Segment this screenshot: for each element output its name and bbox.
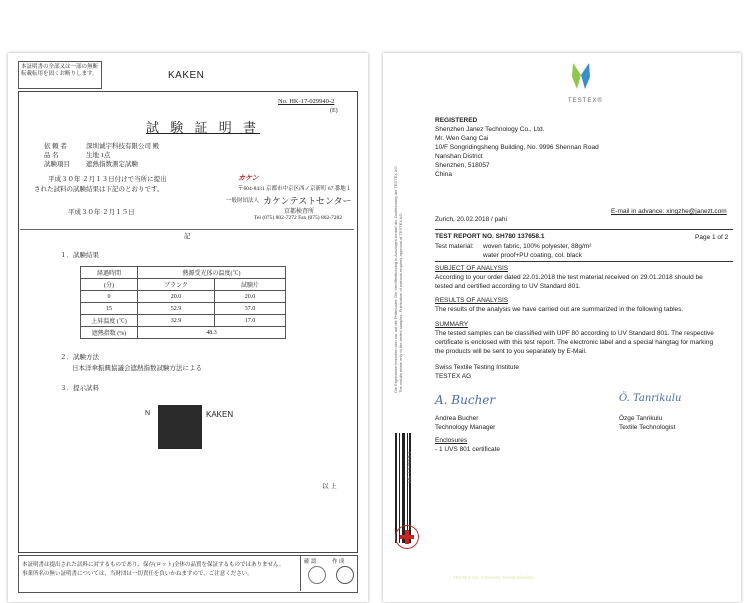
center-address: 〒604-8431 京都市中京区西ノ京新町 67 番地１ <box>238 186 352 192</box>
kaken-red-logo: カケン <box>238 174 259 182</box>
signer2-name: Özge Tanrikulu <box>619 415 663 422</box>
enclosures-heading: Enclosures <box>435 437 468 444</box>
fabric-sample-swatch <box>158 405 202 449</box>
summary-line-1: The tested samples can be classified with UPF 80 according to UV Standard 801. The respective <box>435 330 714 337</box>
side-disclaimer: Die Ergebnisse beziehen sich nur auf die Prüfmuster. Die Veröffentlichung in Auszügen bedarf der Zustimmung der TESTEX AG. The results relate only to the tested samples. Publication of extracts requires approval of TESTEX AG. <box>393 165 403 393</box>
record-mark: 記 <box>184 233 191 240</box>
signature-bucher: A. Bucher <box>435 393 496 407</box>
header-sample: 試験片 <box>215 279 286 291</box>
item-value: 生地 1点 <box>86 152 111 159</box>
index-value: 48.3 <box>138 327 286 339</box>
header-temperature: 熱源受光体の温度(℃) <box>138 267 286 279</box>
seal-stamp-2 <box>308 566 326 584</box>
address-line: Mr. Wen Gang Cai <box>435 135 489 142</box>
signer1-name: Andrea Bucher <box>435 415 479 422</box>
testex-logo-icon <box>569 59 593 98</box>
table-row: 上昇温度 (℃) 32.9 17.0 <box>81 315 286 327</box>
table-row-index <box>81 327 286 339</box>
method-detail: 日本洋傘振興協議会遮熱指数試験方法による <box>72 365 202 372</box>
enclosures-line: - 1 UVS 801 certificate <box>435 446 501 453</box>
stamp-confirm: 確 認 <box>304 559 317 565</box>
institute-line-1: Swiss Textile Testing Institute <box>435 364 519 371</box>
footer-note-1: 本証明書は提出された試料に対するものであり、保存(ロット)全体の品質を保証するものではありません。 <box>22 562 285 568</box>
document-number-suffix: (E) <box>330 108 338 114</box>
signer2-role: Textile Technologist <box>619 424 676 431</box>
barcode-label: HE 137658.1 <box>407 450 413 483</box>
header-unit: (分) <box>81 279 138 291</box>
intro-line-2: された試料の試験結果は下記のとおりです。 <box>34 186 164 193</box>
address-line: China <box>435 171 452 178</box>
footer-note-2: 事業所名の無い証明書については、当財団は一切責任を負いかねますので、ご注意ください。 <box>22 571 253 577</box>
subject-heading: SUBJECT OF ANALYSIS <box>435 265 509 272</box>
address-line: 10/F Songridingsheng Building, No. 9996 Shennan Road <box>435 144 599 151</box>
signer1-role: Technology Manager <box>435 424 496 431</box>
table-row: 0 20.0 20.0 <box>81 291 286 303</box>
summary-heading: SUMMARY <box>435 321 469 328</box>
item-label: 品 名 <box>44 152 59 159</box>
signature-tanrikulu: Ö. Tanrikulu <box>619 393 682 404</box>
email-line: E-mail in advance: xingzhe@janezt.com <box>611 208 727 215</box>
issue-date: 平成３０年 ２月１５日 <box>68 209 135 216</box>
testex-brand: TESTEX® <box>568 98 603 104</box>
address-line: Shenzhen, 518057 <box>435 162 490 169</box>
sample-label-right: KAKEN <box>206 410 234 419</box>
results-table <box>80 266 286 339</box>
kaken-certificate-page <box>8 53 368 602</box>
client-value: 深圳诚宇科技有限公司 殿 <box>86 143 160 150</box>
subject-line-2: tested and certified according to UV Standard 801. <box>435 283 581 290</box>
swiss-cross-icon <box>395 525 419 549</box>
address-line: Shenzhen Janez Technology Co., Ltd. <box>435 126 545 133</box>
intro-line-1: 平成３０年 ２月１３日付けで当所に提出 <box>48 176 167 183</box>
report-number: TEST REPORT NO. SH780 137658.1 <box>435 233 545 240</box>
material-label: Test material: <box>435 243 474 250</box>
header-time: 経過時間 <box>81 267 138 279</box>
table-row: 15 52.9 37.0 <box>81 303 286 315</box>
stamp-create: 作 成 <box>332 559 345 565</box>
test-item-label: 試験項目 <box>44 161 70 168</box>
center-branch: 京都検査所 <box>284 209 315 215</box>
section-method: ２．試験方法 <box>60 354 99 361</box>
subject-line-1: According to your order dated 22.01.2018 the test material received on 29.01.2018 should be <box>435 274 703 281</box>
address-line: Nanshan District <box>435 153 483 160</box>
institute-line-2: TESTEX AG <box>435 373 472 380</box>
summary-line-3: the products will be sent to you separately by E-Mail. <box>435 348 587 355</box>
testex-report-page <box>383 53 741 602</box>
certificate-title: 試 験 証 明 書 <box>146 120 261 135</box>
results-heading: RESULTS OF ANALYSIS <box>435 297 509 304</box>
index-label: 遮熱指数 (%) <box>81 327 138 339</box>
reprint-notice: 本証明書の全部又は一部の無断転載転用を固くお断りします。 <box>18 61 102 89</box>
center-name: カケンテストセンター <box>263 196 352 206</box>
end-mark: 以 上 <box>322 483 337 490</box>
header-brand: KAKEN <box>168 70 205 81</box>
material-line-2: water proof+PU coating, col. black <box>483 252 582 259</box>
section-sample: ３．提示試料 <box>60 385 99 392</box>
page-footer: TESTEX AG, Schweizer Textilprüfinstitut <box>453 575 534 580</box>
page-indicator: Page 1 of 2 <box>695 234 729 241</box>
client-label: 依 頼 者 <box>44 143 67 150</box>
summary-line-2: certificate is enclosed with this test report. The electronic label and a special hangtag for marking <box>435 339 714 346</box>
seal-stamp <box>336 566 354 584</box>
date-line: Zurich, 20.02.2018 / pahi <box>435 216 507 223</box>
registered-label: REGISTERED <box>435 117 478 124</box>
material-line-1: woven fabric, 100% polyester, 88g/m² <box>483 243 592 250</box>
results-line: The results of the analysis we have carried out are summarized in the following tables. <box>435 306 684 313</box>
test-item-value: 遮熱指数測定試験 <box>86 161 138 168</box>
document-number: No. HK-17-029940-2 <box>278 98 335 105</box>
header-blank: ブランク <box>138 279 215 291</box>
section-results: １．試験結果 <box>60 252 99 259</box>
center-phone: Tel (075) 802-7272 Fax (075) 802-7282 <box>254 215 343 221</box>
sample-label-left: N <box>145 410 151 417</box>
center-org-type: 一般財団法人 <box>226 198 260 204</box>
